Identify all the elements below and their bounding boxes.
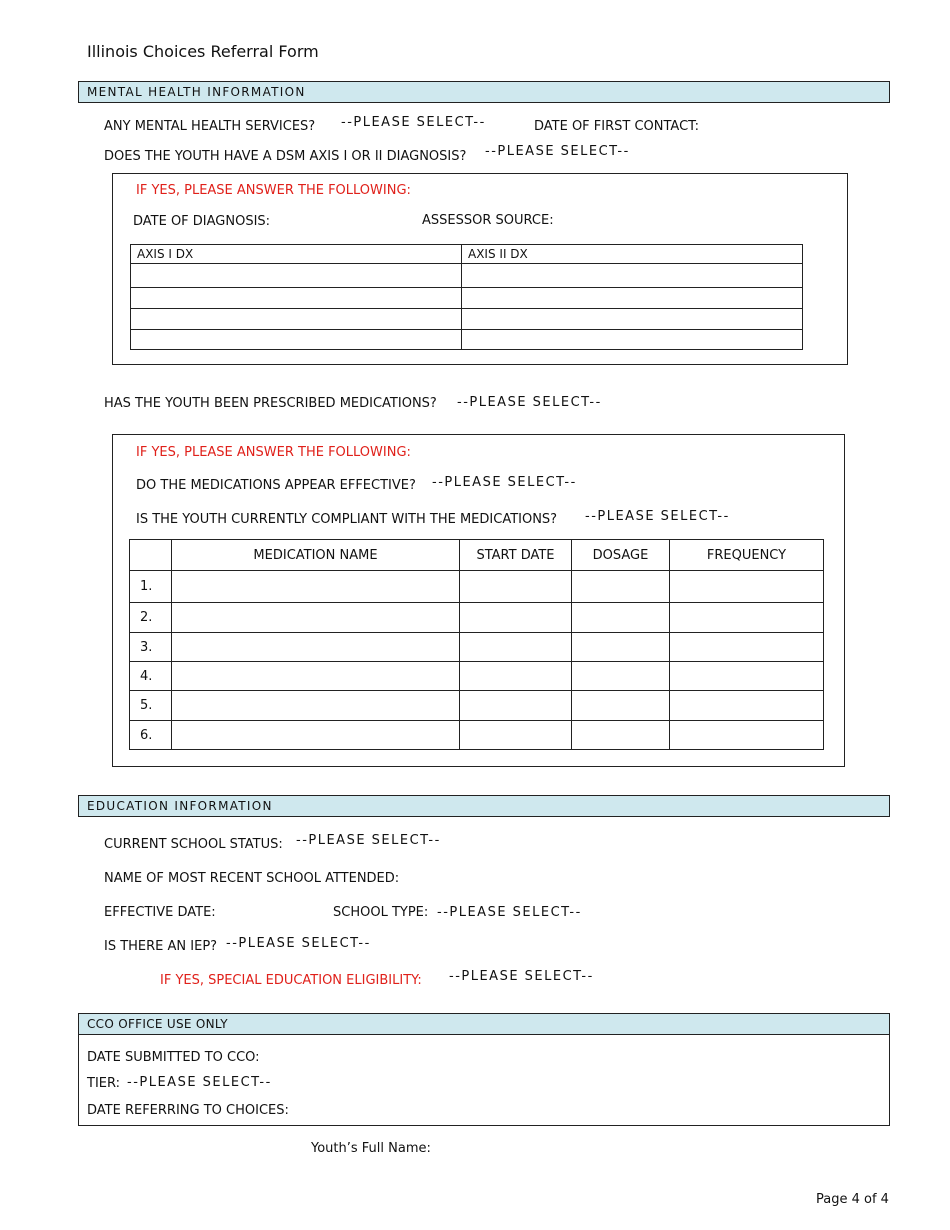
axis-1-cell[interactable] (131, 330, 462, 350)
effective-date-label: EFFECTIVE DATE: (104, 905, 216, 920)
dosage-cell[interactable] (572, 571, 670, 603)
frequency-cell[interactable] (670, 721, 824, 750)
row-number: 1. (130, 571, 172, 603)
frequency-cell[interactable] (670, 603, 824, 633)
services-label: ANY MENTAL HEALTH SERVICES? (104, 119, 316, 134)
medication-name-cell[interactable] (172, 571, 460, 603)
medication-name-cell[interactable] (172, 721, 460, 750)
dosage-cell[interactable] (572, 691, 670, 721)
dsm-select[interactable]: --PLEASE SELECT-- (485, 144, 630, 159)
axis-2-cell[interactable] (462, 330, 803, 350)
compliant-select[interactable]: --PLEASE SELECT-- (585, 509, 730, 524)
dosage-cell[interactable] (572, 662, 670, 691)
effective-label: DO THE MEDICATIONS APPEAR EFFECTIVE? (136, 478, 416, 493)
frequency-cell[interactable] (670, 662, 824, 691)
date-submitted-label: DATE SUBMITTED TO CCO: (87, 1050, 260, 1065)
dsm-label: DOES THE YOUTH HAVE A DSM AXIS I OR II DIAGNOSIS? (104, 149, 467, 164)
compliant-label: IS THE YOUTH CURRENTLY COMPLIANT WITH THE MEDICATIONS? (136, 512, 558, 527)
special-ed-select[interactable]: --PLEASE SELECT-- (449, 969, 594, 984)
start-date-cell[interactable] (460, 691, 572, 721)
dosage-header: DOSAGE (572, 540, 670, 571)
tier-select[interactable]: --PLEASE SELECT-- (127, 1075, 272, 1090)
medications-label: HAS THE YOUTH BEEN PRESCRIBED MEDICATIONS? (104, 396, 437, 411)
start-date-cell[interactable] (460, 662, 572, 691)
axis-2-cell[interactable] (462, 264, 803, 288)
medication-name-cell[interactable] (172, 691, 460, 721)
recent-school-label: NAME OF MOST RECENT SCHOOL ATTENDED: (104, 871, 400, 886)
start-date-cell[interactable] (460, 721, 572, 750)
medication-name-header: MEDICATION NAME (172, 540, 460, 571)
iep-select[interactable]: --PLEASE SELECT-- (226, 936, 371, 951)
mental-health-header: MENTAL HEALTH INFORMATION (78, 81, 890, 103)
axis-2-cell[interactable] (462, 309, 803, 330)
row-number: 3. (130, 633, 172, 662)
start-date-cell[interactable] (460, 571, 572, 603)
tier-label: TIER: (87, 1076, 121, 1091)
school-status-label: CURRENT SCHOOL STATUS: (104, 837, 283, 852)
start-date-header: START DATE (460, 540, 572, 571)
med-followup-instruction: IF YES, PLEASE ANSWER THE FOLLOWING: (136, 445, 411, 460)
medication-name-cell[interactable] (172, 633, 460, 662)
iep-label: IS THERE AN IEP? (104, 939, 218, 954)
form-title: Illinois Choices Referral Form (87, 42, 319, 61)
dsm-followup-instruction: IF YES, PLEASE ANSWER THE FOLLOWING: (136, 183, 411, 198)
page-number: Page 4 of 4 (816, 1192, 889, 1207)
row-number: 2. (130, 603, 172, 633)
special-ed-label: IF YES, SPECIAL EDUCATION ELIGIBILITY: (160, 973, 422, 988)
youth-name-label: Youth’s Full Name: (311, 1141, 431, 1156)
cco-header: CCO OFFICE USE ONLY (78, 1013, 890, 1035)
medication-name-cell[interactable] (172, 662, 460, 691)
medications-select[interactable]: --PLEASE SELECT-- (457, 395, 602, 410)
school-type-label: SCHOOL TYPE: (333, 905, 429, 920)
date-of-diagnosis-label: DATE OF DIAGNOSIS: (133, 214, 271, 229)
axis-1-cell[interactable] (131, 309, 462, 330)
row-number: 5. (130, 691, 172, 721)
axis-1-cell[interactable] (131, 288, 462, 309)
frequency-cell[interactable] (670, 571, 824, 603)
services-select[interactable]: --PLEASE SELECT-- (341, 115, 486, 130)
medication-table (129, 539, 824, 750)
dosage-cell[interactable] (572, 603, 670, 633)
row-number: 6. (130, 721, 172, 750)
row-number-header (130, 540, 172, 571)
education-header: EDUCATION INFORMATION (78, 795, 890, 817)
axis-1-cell[interactable] (131, 264, 462, 288)
frequency-cell[interactable] (670, 633, 824, 662)
dosage-cell[interactable] (572, 633, 670, 662)
medication-name-cell[interactable] (172, 603, 460, 633)
row-number: 4. (130, 662, 172, 691)
frequency-header: FREQUENCY (670, 540, 824, 571)
first-contact-label: DATE OF FIRST CONTACT: (534, 119, 700, 134)
frequency-cell[interactable] (670, 691, 824, 721)
school-status-select[interactable]: --PLEASE SELECT-- (296, 833, 441, 848)
start-date-cell[interactable] (460, 633, 572, 662)
axis-2-header: AXIS II DX (462, 245, 803, 264)
school-type-select[interactable]: --PLEASE SELECT-- (437, 905, 582, 920)
axis-2-cell[interactable] (462, 288, 803, 309)
date-referring-label: DATE REFERRING TO CHOICES: (87, 1103, 289, 1118)
dosage-cell[interactable] (572, 721, 670, 750)
axis-table (130, 244, 803, 350)
assessor-source-label: ASSESSOR SOURCE: (422, 213, 554, 228)
effective-select[interactable]: --PLEASE SELECT-- (432, 475, 577, 490)
axis-1-header: AXIS I DX (131, 245, 462, 264)
start-date-cell[interactable] (460, 603, 572, 633)
